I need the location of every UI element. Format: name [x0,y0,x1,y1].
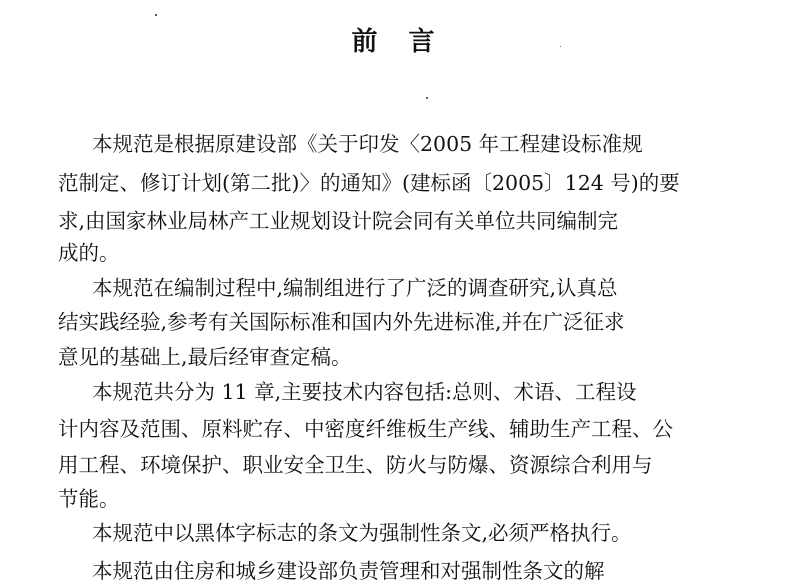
text-line: 成的。 [58,241,120,265]
text-line: 本规范在编制过程中,编制组进行了广泛的调查研究,认真总 [92,276,618,300]
text-line: 求,由国家林业局林产工业规划设计院会同有关单位共同编制完 [58,209,619,233]
text-line: 本规范是根据原建设部《关于印发〈2005 年工程建设标准规 [92,132,643,156]
title-char-1: 前 [351,27,379,57]
text-line: 范制定、修订计划(第二批)〉的通知》(建标函〔2005〕124 号)的要 [58,171,680,195]
page-title [0,22,787,62]
text-line: 用工程、环境保护、职业安全卫生、防火与防爆、资源综合利用与 [58,453,653,477]
scan-speck [426,97,428,99]
text-line: 意见的基础上,最后经审查定稿。 [58,345,352,369]
text-line: 本规范由住房和城乡建设部负责管理和对强制性条文的解 [92,559,605,583]
text-line: 计内容及范围、原料贮存、中密度纤维板生产线、辅助生产工程、公 [58,417,673,441]
scan-speck [155,14,157,16]
title-char-2: 言 [408,27,436,57]
scan-speck [560,46,561,47]
text-line: 结实践经验,参考有关国际标准和国内外先进标准,并在广泛征求 [58,310,625,334]
text-line: 节能。 [58,487,120,511]
text-line: 本规范中以黑体字标志的条文为强制性条文,必须严格执行。 [92,521,632,545]
text-line: 本规范共分为 11 章,主要技术内容包括:总则、术语、工程设 [92,380,637,404]
